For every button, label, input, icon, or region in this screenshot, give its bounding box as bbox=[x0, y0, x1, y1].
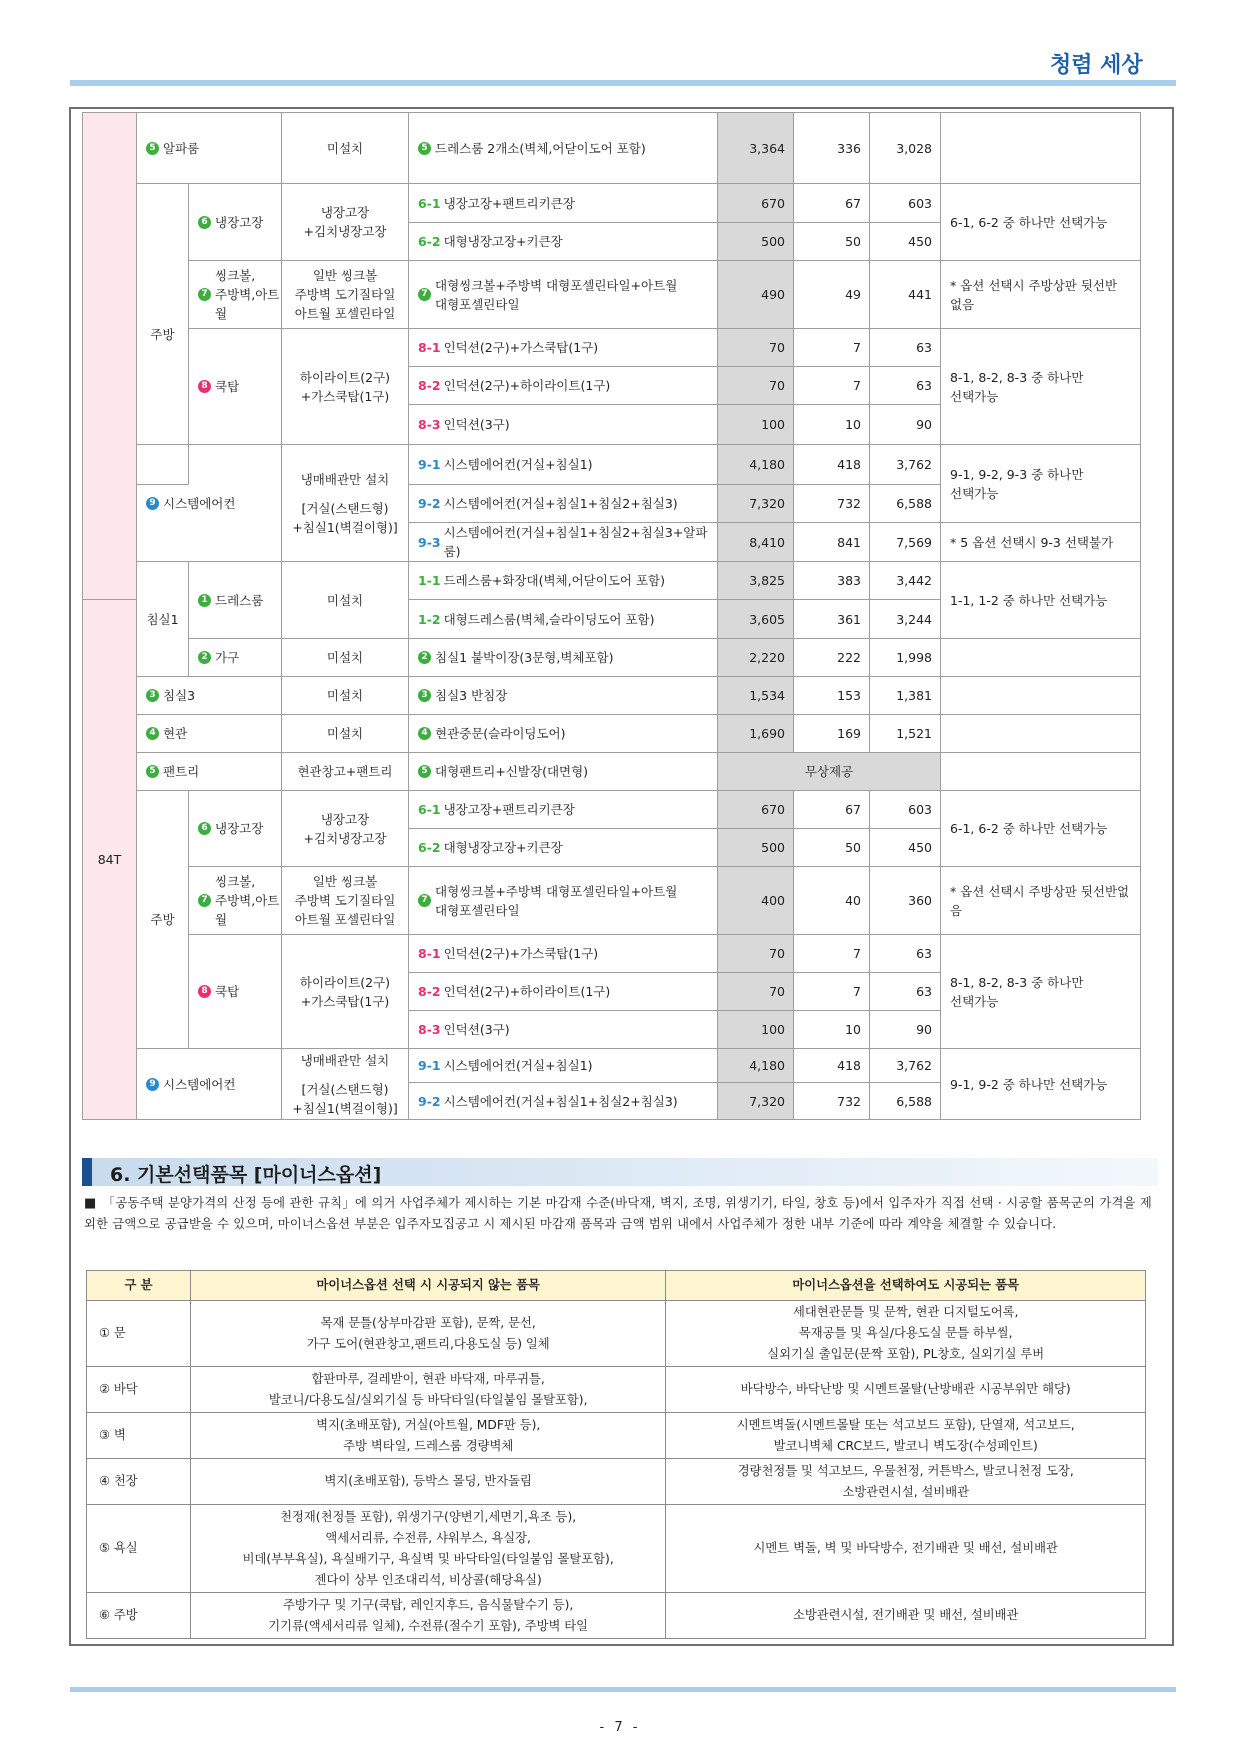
item-name: 1 드레스룸 bbox=[188, 561, 282, 639]
number-badge-icon: 5 bbox=[418, 765, 431, 778]
option-item: 9-1 시스템에어컨(거실+침실1) bbox=[408, 1048, 718, 1083]
header-installed: 마이너스옵션을 선택하여도 시공되는 품목 bbox=[666, 1271, 1146, 1301]
section-heading: 6. 기본선택품목 [마이너스옵션] bbox=[82, 1158, 1158, 1186]
price-total: 1,690 bbox=[717, 714, 794, 753]
base-spec: 일반 씽크볼 주방벽 도기질타일 아트월 포셀린타일 bbox=[281, 260, 409, 329]
remark bbox=[940, 714, 1141, 753]
option-item: 9-3 시스템에어컨(거실+침실1+침실2+침실3+알파룸) bbox=[408, 522, 718, 562]
option-item: 4 현관중문(슬라이딩도어) bbox=[408, 714, 718, 753]
price-deposit: 50 bbox=[793, 828, 870, 867]
free-label: 무상제공 bbox=[717, 752, 941, 791]
item-name: 7 씽크볼, 주방벽,아트월 bbox=[188, 260, 282, 329]
option-item: 8-3 인덕션(3구) bbox=[408, 1010, 718, 1049]
price-total: 4,180 bbox=[717, 444, 794, 485]
option-item: 8-1 인덕션(2구)+가스쿡탑(1구) bbox=[408, 328, 718, 367]
base-spec: 냉매배관만 설치 [거실(스탠드형) +침실1(벽걸이형)] bbox=[281, 1048, 409, 1120]
number-badge-icon: 2 bbox=[198, 651, 211, 664]
option-item: 6-1 냉장고장+팬트리키큰장 bbox=[408, 790, 718, 829]
number-badge-icon: 8 bbox=[198, 380, 211, 393]
option-tag: 6-2 bbox=[418, 234, 441, 249]
remark: 8-1, 8-2, 8-3 중 하나만 선택가능 bbox=[940, 328, 1141, 445]
option-item: 9-2 시스템에어컨(거실+침실1+침실2+침실3) bbox=[408, 1082, 718, 1120]
item-name: 8 쿡탑 bbox=[188, 934, 282, 1049]
base-spec: 미설치 bbox=[281, 561, 409, 639]
price-balance: 3,028 bbox=[869, 112, 941, 184]
price-balance: 6,588 bbox=[869, 1082, 941, 1120]
number-badge-icon: 3 bbox=[418, 689, 431, 702]
remark: 9-1, 9-2, 9-3 중 하나만 선택가능 bbox=[940, 444, 1141, 523]
option-item: 7 대형씽크볼+주방벽 대형포셀린타일+아트월 대형포셀린타일 bbox=[408, 260, 718, 329]
price-deposit: 336 bbox=[793, 112, 870, 184]
price-total: 70 bbox=[717, 934, 794, 973]
remark: * 5 옵션 선택시 9-3 선택불가 bbox=[940, 522, 1141, 562]
table-row: ② 바닥 합판마루, 걸레받이, 현관 바닥재, 마루귀틀, 발코니/다용도실/실외기실 등 바닥타일(타일붙임 몰탈포함), 바닥방수, 바닥난방 및 시멘트몰탈(난방배관 시공부위만 해당) bbox=[87, 1367, 1146, 1413]
price-balance: 603 bbox=[869, 790, 941, 829]
option-item: 8-3 인덕션(3구) bbox=[408, 404, 718, 445]
number-badge-icon: 5 bbox=[146, 765, 159, 778]
price-deposit: 222 bbox=[793, 638, 870, 677]
logo: 청렴 세상 bbox=[1050, 52, 1143, 78]
price-deposit: 732 bbox=[793, 1082, 870, 1120]
item-name: 4 현관 bbox=[136, 714, 282, 753]
number-badge-icon: 1 bbox=[198, 594, 211, 607]
remark: 6-1, 6-2 중 하나만 선택가능 bbox=[940, 790, 1141, 867]
number-badge-icon: 5 bbox=[146, 142, 159, 155]
price-total: 670 bbox=[717, 790, 794, 829]
remark: * 옵션 선택시 주방상판 뒷선반없음 bbox=[940, 866, 1141, 935]
option-tag: 8-1 bbox=[418, 340, 441, 355]
option-tag: 6-1 bbox=[418, 195, 441, 211]
base-spec: 미설치 bbox=[281, 714, 409, 753]
table-row: ① 문 목재 문틀(상부마감판 포함), 문짝, 문선, 가구 도어(현관창고,팬트리,다용도실 등) 일체 세대현관문틀 및 문짝, 현관 디지털도어록, 목재공틀 및 욕실/다용도실 문틀 하부씰, 실외기실 출입문(문짝 포함), PL창호, 실외기실 루버 bbox=[87, 1301, 1146, 1367]
section-note: ■ 「공동주택 분양가격의 산정 등에 관한 규칙」에 의거 사업주체가 제시하는 기본 마감재 수준(바닥재, 벽지, 조명, 위생기기, 타일, 창호 등)에서 입주자가 직접 선택 · 시공할 품목군의 가격을 제외한 금액으로 공급받을 수 있으며, 마이너스옵션 부분은 입주자모집공고 시 제시된 마감재 품목과 금액 범위 내에서 사업주체가 정한 내부 기준에 따라 계약을 체결할 수 있습니다. bbox=[84, 1196, 1152, 1231]
price-balance: 3,762 bbox=[869, 444, 941, 485]
price-balance: 1,998 bbox=[869, 638, 941, 677]
option-tag: 6-1 bbox=[418, 802, 441, 817]
price-total: 3,364 bbox=[717, 112, 794, 184]
option-item: 6-2 대형냉장고장+키큰장 bbox=[408, 828, 718, 867]
base-spec: 미설치 bbox=[281, 112, 409, 184]
price-balance: 63 bbox=[869, 972, 941, 1011]
price-deposit: 418 bbox=[793, 444, 870, 485]
option-item: 7 대형씽크볼+주방벽 대형포셀린타일+아트월 대형포셀린타일 bbox=[408, 866, 718, 935]
price-deposit: 7 bbox=[793, 366, 870, 405]
room-label: 침실1 bbox=[136, 561, 189, 677]
item-name: 3 침실3 bbox=[136, 676, 282, 715]
price-balance: 90 bbox=[869, 404, 941, 445]
price-total: 500 bbox=[717, 828, 794, 867]
price-total: 7,320 bbox=[717, 1082, 794, 1120]
price-balance: 6,588 bbox=[869, 484, 941, 523]
remark bbox=[940, 676, 1141, 715]
option-tag: 8-3 bbox=[418, 1022, 441, 1037]
option-tag: 9-1 bbox=[418, 457, 441, 472]
price-balance: 63 bbox=[869, 366, 941, 405]
price-balance: 450 bbox=[869, 222, 941, 261]
number-badge-icon: 9 bbox=[146, 1078, 159, 1091]
price-total: 70 bbox=[717, 972, 794, 1011]
type-column bbox=[82, 112, 137, 600]
item-name: 9 시스템에어컨 bbox=[136, 1048, 282, 1120]
option-item: 9-2 시스템에어컨(거실+침실1+침실2+침실3) bbox=[408, 484, 718, 523]
price-deposit: 67 bbox=[793, 790, 870, 829]
price-total: 2,220 bbox=[717, 638, 794, 677]
price-deposit: 732 bbox=[793, 484, 870, 523]
price-deposit: 10 bbox=[793, 1010, 870, 1049]
price-deposit: 40 bbox=[793, 866, 870, 935]
option-tag: 8-2 bbox=[418, 984, 441, 999]
price-deposit: 383 bbox=[793, 561, 870, 600]
price-total: 400 bbox=[717, 866, 794, 935]
option-tag: 8-1 bbox=[418, 946, 441, 961]
minus-option-table bbox=[86, 1270, 1146, 1639]
remark: * 옵션 선택시 주방상판 뒷선반 없음 bbox=[940, 260, 1141, 329]
price-total: 100 bbox=[717, 404, 794, 445]
number-badge-icon: 7 bbox=[418, 894, 431, 907]
price-balance: 603 bbox=[869, 183, 941, 223]
item-name: 2 가구 bbox=[188, 638, 282, 677]
remark: 6-1, 6-2 중 하나만 선택가능 bbox=[940, 183, 1141, 261]
number-badge-icon: 3 bbox=[146, 689, 159, 702]
option-tag: 1-2 bbox=[418, 611, 441, 627]
number-badge-icon: 7 bbox=[198, 288, 211, 301]
option-item: 1-1 드레스룸+화장대(벽체,어닫이도어 포함) bbox=[408, 561, 718, 600]
item-name: 8 쿡탑 bbox=[188, 328, 282, 445]
price-total: 8,410 bbox=[717, 522, 794, 562]
option-tag: 1-1 bbox=[418, 573, 441, 588]
price-total: 70 bbox=[717, 366, 794, 405]
number-badge-icon: 7 bbox=[198, 894, 211, 907]
price-balance: 3,442 bbox=[869, 561, 941, 600]
price-deposit: 67 bbox=[793, 183, 870, 223]
base-spec: 일반 씽크볼 주방벽 도기질타일 아트월 포셀린타일 bbox=[281, 866, 409, 935]
base-spec: 냉장고장 +김치냉장고장 bbox=[281, 183, 409, 261]
base-spec: 미설치 bbox=[281, 676, 409, 715]
price-balance: 3,244 bbox=[869, 599, 941, 639]
price-balance: 90 bbox=[869, 1010, 941, 1049]
price-balance: 3,762 bbox=[869, 1048, 941, 1083]
remark bbox=[940, 638, 1141, 677]
option-item: 2 침실1 붙박이장(3문형,벽체포함) bbox=[408, 638, 718, 677]
option-item: 3 침실3 반침장 bbox=[408, 676, 718, 715]
price-total: 100 bbox=[717, 1010, 794, 1049]
price-deposit: 153 bbox=[793, 676, 870, 715]
remark: 1-1, 1-2 중 하나만 선택가능 bbox=[940, 561, 1141, 639]
number-badge-icon: 9 bbox=[146, 497, 159, 510]
base-spec: 하이라이트(2구) +가스쿡탑(1구) bbox=[281, 328, 409, 445]
price-balance: 1,381 bbox=[869, 676, 941, 715]
number-badge-icon: 5 bbox=[418, 142, 431, 155]
number-badge-icon: 6 bbox=[198, 822, 211, 835]
room-label: 주방 bbox=[136, 790, 189, 1049]
number-badge-icon: 8 bbox=[198, 985, 211, 998]
option-tag: 9-2 bbox=[418, 496, 441, 511]
page-number: - 7 - bbox=[599, 1720, 641, 1735]
price-deposit: 7 bbox=[793, 934, 870, 973]
table-header-row bbox=[87, 1271, 1146, 1301]
price-deposit: 7 bbox=[793, 328, 870, 367]
price-deposit: 10 bbox=[793, 404, 870, 445]
price-deposit: 841 bbox=[793, 522, 870, 562]
price-total: 4,180 bbox=[717, 1048, 794, 1083]
number-badge-icon: 6 bbox=[198, 216, 211, 229]
option-tag: 8-3 bbox=[418, 417, 441, 432]
number-badge-icon: 4 bbox=[418, 727, 431, 740]
room-label: 주방 bbox=[136, 183, 189, 485]
price-total: 490 bbox=[717, 260, 794, 329]
option-item: 9-1 시스템에어컨(거실+침실1) bbox=[408, 444, 718, 485]
price-total: 1,534 bbox=[717, 676, 794, 715]
table-row: ⑥ 주방 주방가구 및 기구(쿡탑, 레인지후드, 음식물탈수기 등), 기기류(액세서리류 일체), 수전류(절수기 포함), 주방벽 타일 소방관련시설, 전기배관 및 배선, 설비배관 bbox=[87, 1593, 1146, 1639]
table-row: ④ 천장 벽지(초배포함), 등박스 몰딩, 반자돌림 경량천정틀 및 석고보드, 우물천정, 커튼박스, 발코니천정 도장, 소방관련시설, 설비배관 bbox=[87, 1459, 1146, 1505]
price-deposit: 49 bbox=[793, 260, 870, 329]
option-item: 6-2 대형냉장고장+키큰장 bbox=[408, 222, 718, 261]
base-spec: 냉매배관만 설치 [거실(스탠드형) +침실1(벽걸이형)] bbox=[281, 444, 409, 562]
option-item: 8-2 인덕션(2구)+하이라이트(1구) bbox=[408, 366, 718, 405]
footer-bar bbox=[70, 1687, 1176, 1692]
base-spec: 미설치 bbox=[281, 638, 409, 677]
remark: 9-1, 9-2 중 하나만 선택가능 bbox=[940, 1048, 1141, 1120]
price-balance: 63 bbox=[869, 328, 941, 367]
option-item: 5 드레스룸 2개소(벽체,어닫이도어 포함) bbox=[408, 112, 718, 184]
option-tag: 9-3 bbox=[418, 534, 441, 550]
price-balance: 63 bbox=[869, 934, 941, 973]
base-spec: 냉장고장 +김치냉장고장 bbox=[281, 790, 409, 867]
option-item: 8-1 인덕션(2구)+가스쿡탑(1구) bbox=[408, 934, 718, 973]
price-total: 3,605 bbox=[717, 599, 794, 639]
price-total: 3,825 bbox=[717, 561, 794, 600]
price-total: 70 bbox=[717, 328, 794, 367]
option-item: 8-2 인덕션(2구)+하이라이트(1구) bbox=[408, 972, 718, 1011]
remark bbox=[940, 112, 1141, 184]
header-not-installed: 마이너스옵션 선택 시 시공되지 않는 품목 bbox=[190, 1271, 666, 1301]
header-bar bbox=[70, 80, 1176, 86]
option-item: 6-1 냉장고장+팬트리키큰장 bbox=[408, 183, 718, 223]
item-name: 5 팬트리 bbox=[136, 752, 282, 791]
number-badge-icon: 7 bbox=[418, 288, 431, 301]
price-balance: 1,521 bbox=[869, 714, 941, 753]
table-row: ⑤ 욕실 천정재(천정틀 포함), 위생기구(양변기,세면기,욕조 등), 액세서리류, 수전류, 샤워부스, 욕실장, 비데(부부욕실), 욕실배기구, 욕실벽 및 바닥타일(타일붙임 몰탈포함), 젠다이 상부 인조대리석, 비상콜(해당욕실) 시멘트 벽돌, 벽 및 바닥방수, 전기배관 및 배선, 설비배관 bbox=[87, 1505, 1146, 1593]
base-spec: 현관창고+팬트리 bbox=[281, 752, 409, 791]
item-name: 6 냉장고장 bbox=[188, 790, 282, 867]
option-tag: 8-2 bbox=[418, 378, 441, 393]
item-name: 9 시스템에어컨 bbox=[136, 444, 282, 562]
price-deposit: 361 bbox=[793, 599, 870, 639]
price-deposit: 50 bbox=[793, 222, 870, 261]
option-tag: 6-2 bbox=[418, 840, 441, 855]
price-deposit: 7 bbox=[793, 972, 870, 1011]
price-balance: 360 bbox=[869, 866, 941, 935]
price-total: 7,320 bbox=[717, 484, 794, 523]
header-category: 구 분 bbox=[87, 1271, 191, 1301]
price-total: 500 bbox=[717, 222, 794, 261]
number-badge-icon: 4 bbox=[146, 727, 159, 740]
price-balance: 441 bbox=[869, 260, 941, 329]
option-tag: 9-2 bbox=[418, 1093, 441, 1109]
price-balance: 450 bbox=[869, 828, 941, 867]
option-item: 1-2 대형드레스룸(벽체,슬라이딩도어 포함) bbox=[408, 599, 718, 639]
table-row: ③ 벽 벽지(초배포함), 거실(아트월, MDF판 등), 주방 벽타일, 드레스룸 경량벽체 시멘트벽돌(시멘트몰탈 또는 석고보드 포함), 단열재, 석고보드, 발코니벽체 CRC보드, 발코니 벽도장(수성페인트) bbox=[87, 1413, 1146, 1459]
number-badge-icon: 2 bbox=[418, 651, 431, 664]
option-tag: 9-1 bbox=[418, 1058, 441, 1073]
price-total: 670 bbox=[717, 183, 794, 223]
price-balance: 7,569 bbox=[869, 522, 941, 562]
item-name: 7 씽크볼, 주방벽,아트월 bbox=[188, 866, 282, 935]
remark bbox=[940, 752, 1141, 791]
remark: 8-1, 8-2, 8-3 중 하나만 선택가능 bbox=[940, 934, 1141, 1049]
item-name: 6 냉장고장 bbox=[188, 183, 282, 261]
price-deposit: 418 bbox=[793, 1048, 870, 1083]
option-item: 5 대형팬트리+신발장(대면형) bbox=[408, 752, 718, 791]
price-deposit: 169 bbox=[793, 714, 870, 753]
base-spec: 하이라이트(2구) +가스쿡탑(1구) bbox=[281, 934, 409, 1049]
item-name: 5 알파룸 bbox=[136, 112, 282, 184]
type-label: 84T bbox=[82, 599, 137, 1120]
